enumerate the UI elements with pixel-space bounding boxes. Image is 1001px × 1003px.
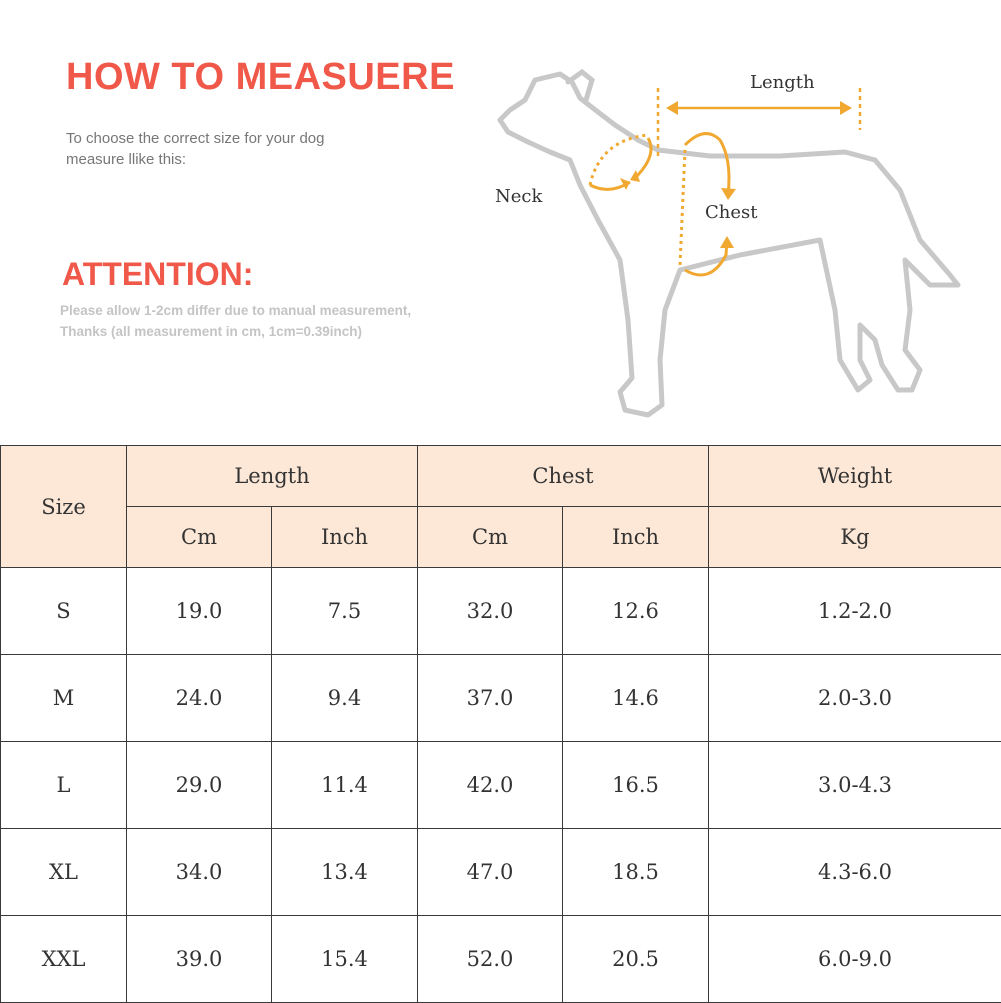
chest-cm-cell: 52.0 bbox=[418, 916, 563, 1003]
attention-heading: ATTENTION: bbox=[62, 256, 253, 293]
size-cell: XXL bbox=[1, 916, 127, 1003]
intro-line-1: To choose the correct size for your dog bbox=[66, 128, 446, 149]
length-cm-cell: 19.0 bbox=[127, 568, 272, 655]
table-row bbox=[1, 916, 1001, 1003]
unit-header: Inch bbox=[272, 507, 418, 568]
size-header: Size bbox=[1, 446, 127, 568]
weight-cell: 6.0-9.0 bbox=[709, 916, 1001, 1003]
size-cell: S bbox=[1, 568, 127, 655]
weight-cell: 2.0-3.0 bbox=[709, 655, 1001, 742]
length-inch-cell: 15.4 bbox=[272, 916, 418, 1003]
chest-cm-cell: 32.0 bbox=[418, 568, 563, 655]
chest-label: Chest bbox=[705, 202, 758, 223]
length-label: Length bbox=[750, 72, 815, 93]
length-inch-cell: 13.4 bbox=[272, 829, 418, 916]
length-cm-cell: 24.0 bbox=[127, 655, 272, 742]
size-cell: L bbox=[1, 742, 127, 829]
page-title: HOW TO MEASUERE bbox=[66, 56, 455, 99]
weight-header: Weight bbox=[709, 446, 1001, 507]
length-cm-cell: 34.0 bbox=[127, 829, 272, 916]
length-cm-cell: 29.0 bbox=[127, 742, 272, 829]
chest-cm-cell: 42.0 bbox=[418, 742, 563, 829]
size-cell: M bbox=[1, 655, 127, 742]
note-line-1: Please allow 1-2cm differ due to manual measurement, bbox=[60, 300, 530, 321]
measurement-note bbox=[60, 300, 530, 342]
note-line-2: Thanks (all measurement in cm, 1cm=0.39inch) bbox=[60, 321, 530, 342]
unit-header: Inch bbox=[563, 507, 709, 568]
chest-header: Chest bbox=[418, 446, 709, 507]
weight-cell: 1.2-2.0 bbox=[709, 568, 1001, 655]
neck-label: Neck bbox=[495, 186, 543, 207]
unit-header: Cm bbox=[418, 507, 563, 568]
length-header: Length bbox=[127, 446, 418, 507]
length-inch-cell: 9.4 bbox=[272, 655, 418, 742]
table-row bbox=[1, 655, 1001, 742]
chest-cm-cell: 47.0 bbox=[418, 829, 563, 916]
chest-inch-cell: 12.6 bbox=[563, 568, 709, 655]
unit-header: Cm bbox=[127, 507, 272, 568]
intro-text bbox=[66, 128, 446, 170]
length-inch-cell: 7.5 bbox=[272, 568, 418, 655]
table-row bbox=[1, 742, 1001, 829]
chest-inch-cell: 20.5 bbox=[563, 916, 709, 1003]
table-row bbox=[1, 829, 1001, 916]
dog-measurement-diagram bbox=[480, 60, 980, 430]
size-chart-table bbox=[0, 445, 1001, 1003]
chest-inch-cell: 16.5 bbox=[563, 742, 709, 829]
length-cm-cell: 39.0 bbox=[127, 916, 272, 1003]
length-inch-cell: 11.4 bbox=[272, 742, 418, 829]
weight-cell: 3.0-4.3 bbox=[709, 742, 1001, 829]
unit-header: Kg bbox=[709, 507, 1001, 568]
table-row bbox=[1, 568, 1001, 655]
chest-inch-cell: 18.5 bbox=[563, 829, 709, 916]
size-cell: XL bbox=[1, 829, 127, 916]
intro-line-2: measure llike this: bbox=[66, 149, 446, 170]
weight-cell: 4.3-6.0 bbox=[709, 829, 1001, 916]
chest-inch-cell: 14.6 bbox=[563, 655, 709, 742]
chest-cm-cell: 37.0 bbox=[418, 655, 563, 742]
